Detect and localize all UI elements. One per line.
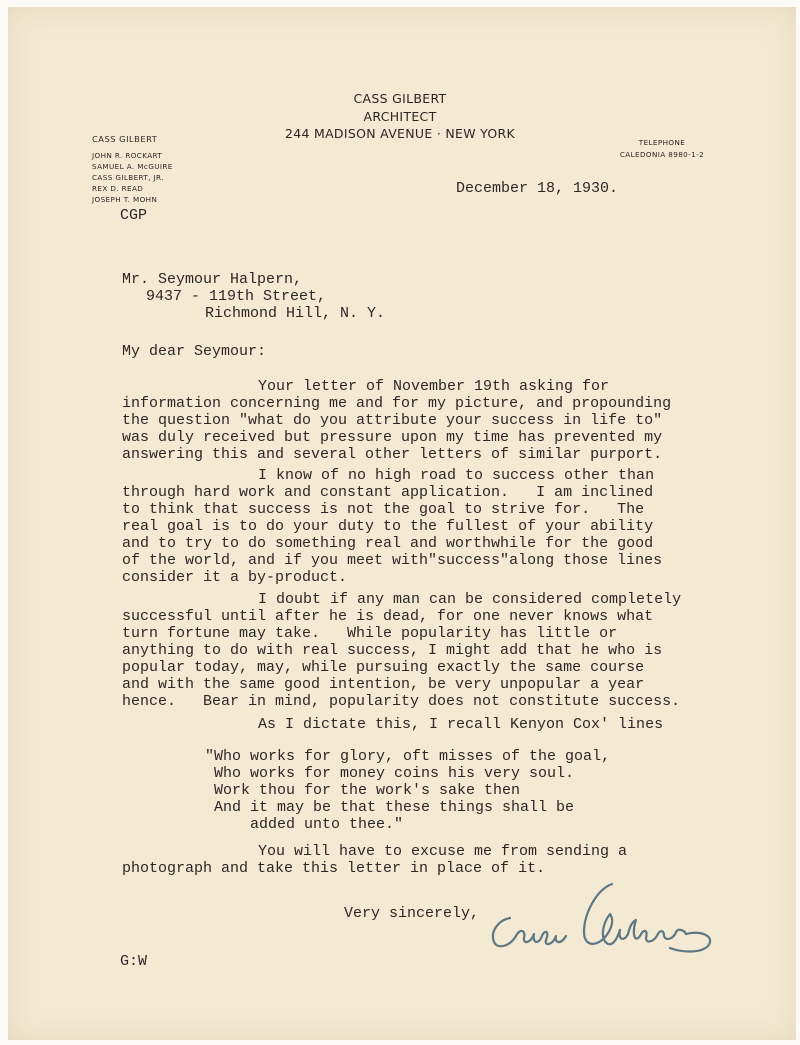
text-line: I doubt if any man can be considered completely — [258, 591, 682, 608]
text-line: was duly received but pressure upon my time has prevented my — [122, 429, 663, 446]
associates-list — [92, 150, 173, 205]
associate: CASS GILBERT, JR. — [92, 173, 164, 182]
text-line: answering this and several other letters of similar purport. — [122, 446, 663, 463]
paragraph-2 — [122, 467, 662, 586]
signature-stroke — [516, 931, 566, 944]
paragraph-3 — [122, 591, 681, 710]
text-line: turn fortune may take. While popularity has little or — [122, 625, 618, 642]
text-line: of the world, and if you meet with"success"along those lines — [122, 552, 663, 569]
poem-line: "Who works for glory, oft misses of the goal, — [205, 748, 611, 765]
signature-flourish — [670, 933, 710, 952]
signature — [480, 870, 720, 965]
signature-stroke — [620, 920, 686, 941]
closing: Very sincerely, — [344, 905, 480, 922]
letterhead-name: CASS GILBERT — [353, 91, 447, 106]
paragraph-1 — [122, 378, 671, 463]
recipient-line: Mr. Seymour Halpern, — [122, 271, 303, 288]
signature-stroke — [584, 884, 620, 944]
text-line: through hard work and constant application. I am inclined — [122, 484, 654, 501]
letter-date: December 18, 1930. — [456, 180, 619, 197]
reference-code: CGP — [120, 207, 148, 224]
paragraph-4: As I dictate this, I recall Kenyon Cox' lines — [258, 716, 664, 733]
poem-line: added unto thee." — [205, 816, 404, 833]
text-line: photograph and take this letter in place of it. — [122, 860, 546, 877]
letterhead-left-name: CASS GILBERT — [92, 134, 158, 144]
recipient-address — [122, 271, 385, 322]
associate: JOHN R. ROCKART — [92, 151, 163, 160]
text-line: and with the same good intention, be very unpopular a year — [122, 676, 645, 693]
text-line: anything to do with real success, I might add that he who is — [122, 642, 663, 659]
typist-initials: G:W — [120, 953, 148, 970]
signature-stroke — [493, 918, 516, 946]
associate: JOSEPH T. MOHN — [92, 195, 158, 204]
poem-line: And it may be that these things shall be — [205, 799, 575, 816]
salutation: My dear Seymour: — [122, 343, 267, 360]
poem-line: Work thou for the work's sake then — [205, 782, 521, 799]
telephone-number: CALEDONIA 8980-1-2 — [619, 150, 705, 159]
text-line: the question "what do you attribute your success in life to" — [122, 412, 663, 429]
letterhead-title: ARCHITECT — [363, 109, 437, 124]
poem-line: Who works for money coins his very soul. — [205, 765, 575, 782]
associate: REX D. READ — [92, 184, 144, 193]
text-line: successful until after he is dead, for one never knows what — [122, 608, 654, 625]
text-line: Your letter of November 19th asking for — [258, 378, 610, 395]
text-line: popular today, may, while pursuing exactly the same course — [122, 659, 645, 676]
text-line: information concerning me and for my picture, and propounding — [122, 395, 672, 412]
text-line: consider it a by-product. — [122, 569, 348, 586]
telephone-label: TELEPHONE — [638, 138, 686, 147]
text-line: I know of no high road to success other than — [258, 467, 655, 484]
text-line: You will have to excuse me from sending a — [258, 843, 628, 860]
text-line: to think that success is not the goal to strive for. The — [122, 501, 645, 518]
recipient-line: 9437 - 119th Street, — [146, 288, 327, 305]
letterhead-address: 244 MADISON AVENUE · NEW YORK — [284, 126, 516, 141]
text-line: real goal is to do your duty to the fullest of your ability — [122, 518, 654, 535]
recipient-line: Richmond Hill, N. Y. — [205, 305, 386, 322]
poem-quote — [205, 748, 610, 833]
text-line: hence. Bear in mind, popularity does not constitute success. — [122, 693, 681, 710]
telephone-block — [612, 137, 712, 161]
text-line: and to try to do something real and worthwhile for the good — [122, 535, 654, 552]
associate: SAMUEL A. McGUIRE — [92, 162, 173, 171]
